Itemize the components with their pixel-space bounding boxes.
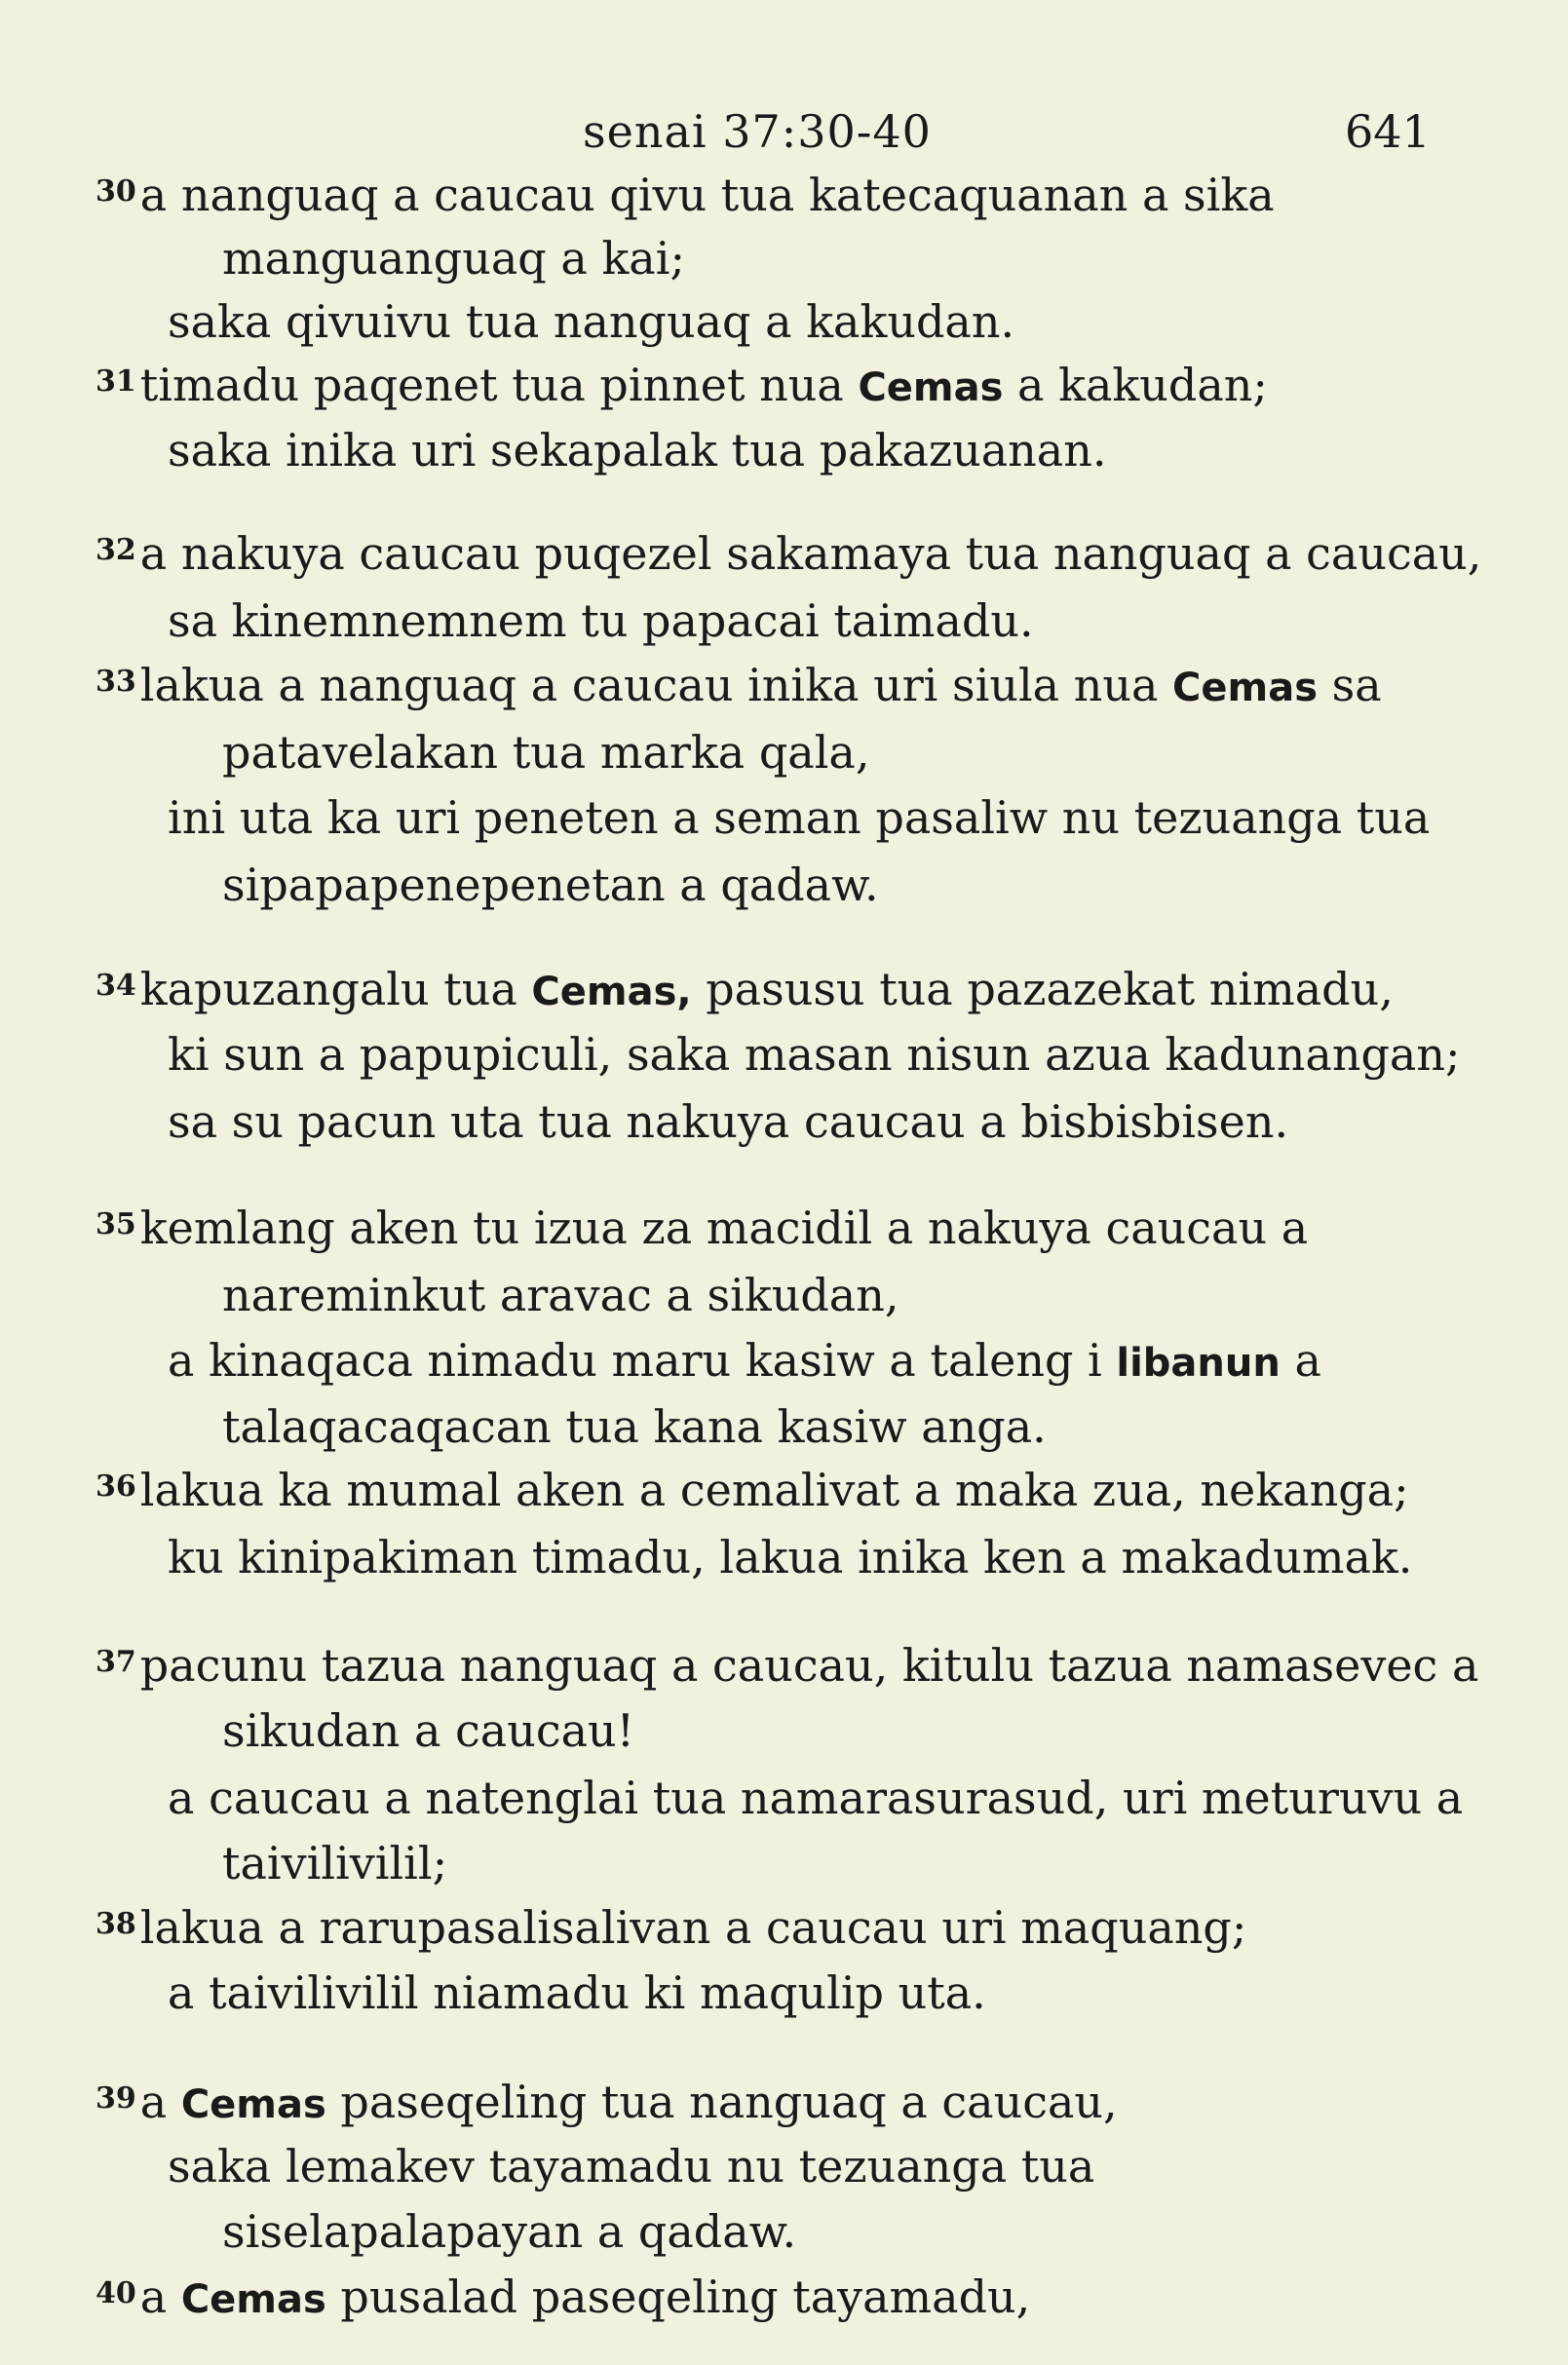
verse-continuation-line [168, 1028, 1460, 1081]
verse-text: manguanguaq a kai; [222, 232, 685, 285]
verse-number: 39 [96, 2081, 136, 2116]
bold-name: Cemas [180, 2277, 326, 2322]
verse-number: 32 [96, 533, 136, 567]
verse-continuation-line [222, 232, 685, 285]
verse-text: a taivilivilil niamadu ki maqulip uta. [168, 1966, 986, 2019]
verse-text: a nanguaq a caucau qivu tua katecaquanan a sika [139, 169, 1275, 221]
chapter-reference: senai 37:30-40 [583, 105, 932, 158]
verse-start-line [96, 963, 1394, 1015]
verse-text: sa kinemnemnem tu papacai taimadu. [168, 594, 1034, 647]
verse-continuation-line [222, 1400, 1047, 1453]
verse-text: a Cemas paseqeling tua nanguaq a caucau, [139, 2076, 1118, 2128]
verse-start-line [96, 1202, 1308, 1254]
verse-number: 34 [96, 969, 136, 1003]
verse-text: lakua ka mumal aken a cemalivat a maka zua, nekanga; [139, 1464, 1409, 1516]
verse-number: 37 [96, 1645, 136, 1679]
verse-number: 38 [96, 1907, 136, 1941]
verse-start-line [96, 2270, 1030, 2323]
verse-number: 31 [96, 364, 136, 399]
verse-text: a nakuya caucau puqezel sakamaya tua nanguaq a caucau, [139, 527, 1482, 580]
verse-text: lakua a rarupasalisalivan a caucau uri maquang; [139, 1901, 1247, 1954]
bold-name: Cemas [180, 2082, 326, 2127]
verse-text: patavelakan tua marka qala, [222, 726, 870, 779]
verse-text: saka qivuivu tua nanguaq a kakudan. [168, 295, 1015, 348]
verse-continuation-line [222, 1704, 634, 1757]
verse-text: a Cemas pusalad paseqeling tayamadu, [139, 2270, 1031, 2323]
verse-text: nareminkut aravac a sikudan, [222, 1269, 899, 1321]
verse-text: ini uta ka uri peneten a seman pasaliw nu tezuanga tua [168, 791, 1431, 844]
verse-start-line [96, 169, 1275, 221]
verse-text: ku kinipakiman timadu, lakua inika ken a makadumak. [168, 1531, 1413, 1583]
verse-start-line [96, 1464, 1409, 1516]
verse-continuation-line [168, 1095, 1288, 1148]
verse-text: kapuzangalu tua Cemas, pasusu tua pazazekat nimadu, [139, 963, 1394, 1015]
verse-text: a kinaqaca nimadu maru kasiw a taleng i libanun a [168, 1334, 1321, 1387]
verse-text: kemlang aken tu izua za macidil a nakuya caucau a [139, 1202, 1309, 1254]
verse-start-line [96, 659, 1382, 711]
verse-number: 36 [96, 1469, 136, 1504]
verse-start-line [96, 2076, 1118, 2128]
verse-text: lakua a nanguaq a caucau inika uri siula nua Cemas sa [139, 659, 1382, 711]
verse-continuation-line [168, 1531, 1412, 1583]
bold-name: Cemas, [531, 970, 692, 1014]
verse-text: siselapalapayan a qadaw. [222, 2205, 797, 2258]
bold-name: Cemas [1172, 666, 1319, 710]
verse-number: 33 [96, 665, 136, 699]
verse-continuation-line [168, 1772, 1463, 1824]
bold-name: libanun [1116, 1341, 1281, 1386]
verse-start-line [96, 527, 1481, 580]
verse-start-line [96, 1639, 1478, 1692]
verse-text: sikudan a caucau! [222, 1704, 635, 1757]
verse-text: talaqacaqacan tua kana kasiw anga. [222, 1400, 1047, 1453]
verse-continuation-line [168, 424, 1106, 477]
verse-text: saka inika uri sekapalak tua pakazuanan. [168, 424, 1107, 477]
verse-text: pacunu tazua nanguaq a caucau, kitulu tazua namasevec a [139, 1639, 1479, 1692]
verse-text: sa su pacun uta tua nakuya caucau a bisbisbisen. [168, 1095, 1289, 1148]
verse-start-line [96, 1901, 1246, 1954]
verse-continuation-line [222, 1269, 899, 1321]
verse-text: a caucau a natenglai tua namarasurasud, uri meturuvu a [168, 1772, 1464, 1824]
verse-text: sipapapenepenetan a qadaw. [222, 858, 879, 911]
verse-continuation-line [222, 726, 869, 779]
verse-continuation-line [222, 1837, 447, 1889]
verse-number: 40 [96, 2276, 136, 2310]
verse-start-line [96, 359, 1268, 411]
verse-text: timadu paqenet tua pinnet nua Cemas a kakudan; [139, 359, 1268, 411]
verse-continuation-line [168, 295, 1014, 348]
verse-continuation-line [168, 1966, 986, 2019]
page-number: 641 [1345, 105, 1431, 158]
verse-continuation-line [168, 594, 1034, 647]
verse-number: 35 [96, 1207, 136, 1241]
verse-continuation-line [222, 858, 879, 911]
verse-text: taivilivilil; [222, 1837, 448, 1889]
verse-continuation-line [168, 791, 1430, 844]
verse-text: ki sun a papupiculi, saka masan nisun azua kadunangan; [168, 1028, 1461, 1081]
verse-continuation-line [222, 2205, 796, 2258]
verse-continuation-line [168, 2140, 1094, 2193]
verse-number: 30 [96, 174, 136, 209]
bold-name: Cemas [858, 365, 1004, 410]
verse-text: saka lemakev tayamadu nu tezuanga tua [168, 2140, 1095, 2193]
verse-continuation-line [168, 1334, 1321, 1387]
